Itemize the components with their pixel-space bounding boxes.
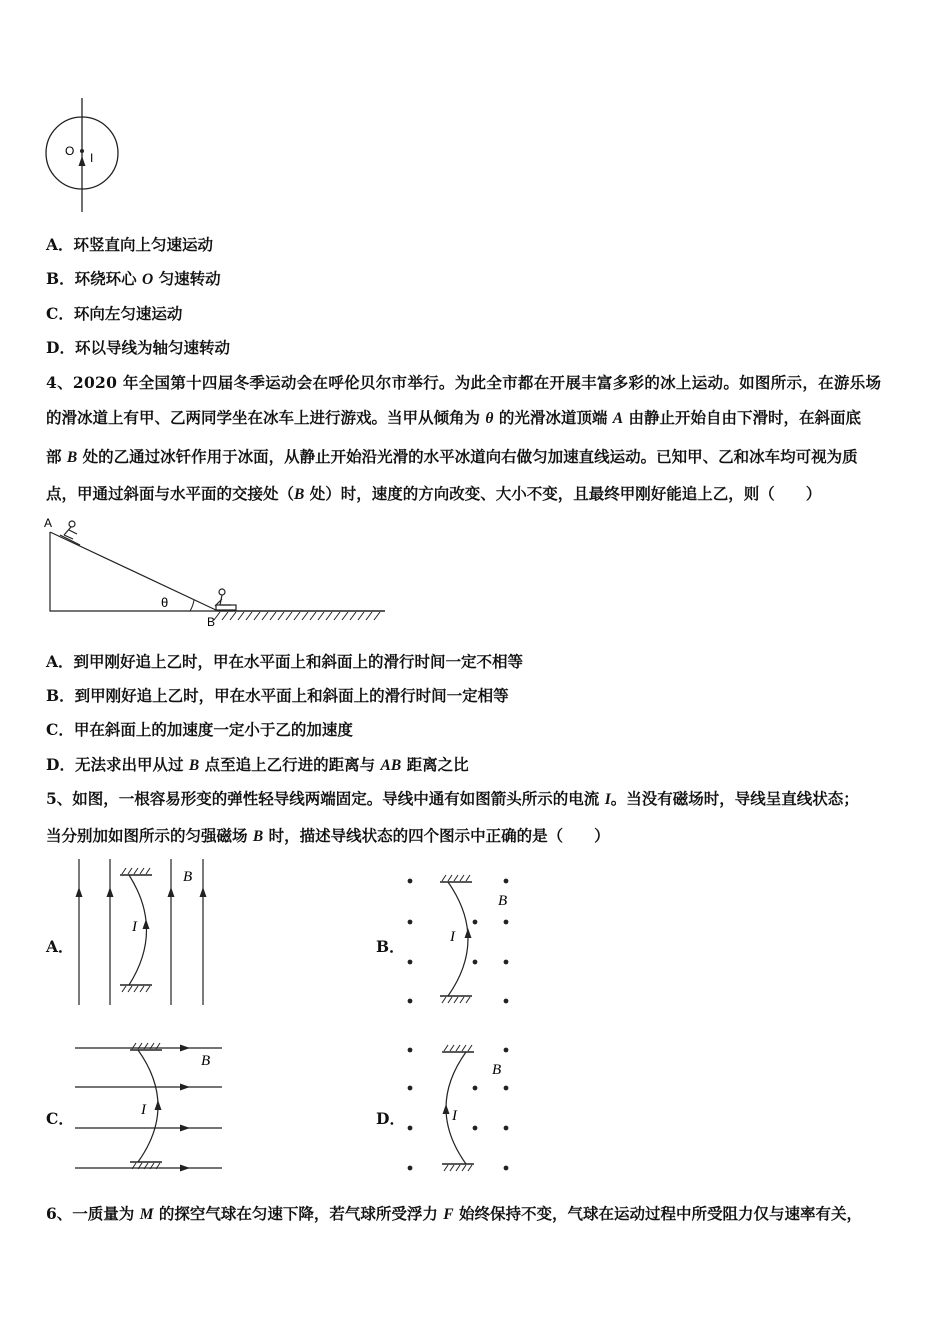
q4-stem-line3: 部 B 处的乙通过冰钎作用于冰面，从静止开始沿光滑的水平冰道向右做匀加速直线运动。已知甲、乙和冰车均可视为质 — [46, 447, 858, 466]
q3-option-c[interactable]: C．环向左匀速运动 — [46, 304, 183, 323]
theta-label: θ — [161, 595, 169, 610]
q5-figure-a[interactable] — [70, 855, 220, 1010]
center-o-label: O — [65, 144, 75, 158]
field-b-label: B — [201, 1053, 211, 1069]
q3-option-b[interactable]: B．环绕环心 O 匀速转动 — [46, 269, 221, 288]
q4-option-c[interactable]: C．甲在斜面上的加速度一定小于乙的加速度 — [46, 720, 353, 739]
q5-figure-b[interactable] — [400, 868, 530, 1008]
point-a-label: A — [44, 516, 53, 530]
q4-option-b[interactable]: B．到甲刚好追上乙时，甲在水平面上和斜面上的滑行时间一定相等 — [46, 686, 509, 705]
q4-option-a[interactable]: A．到甲刚好追上乙时，甲在水平面上和斜面上的滑行时间一定不相等 — [46, 652, 524, 671]
current-label: I — [90, 151, 94, 165]
ring-wire-figure — [40, 96, 124, 214]
q5-option-d-label[interactable]: D． — [376, 1109, 405, 1128]
current-i-label: I — [141, 1102, 146, 1118]
point-b-label: B — [207, 615, 216, 629]
field-b-label: B — [183, 869, 193, 885]
q5-option-a-label[interactable]: A． — [46, 937, 74, 956]
q3-option-d[interactable]: D．环以导线为轴匀速转动 — [46, 338, 230, 357]
current-i-label: I — [452, 1108, 457, 1124]
q5-stem-line2: 当分别加如图所示的匀强磁场 B 时，描述导线状态的四个图示中正确的是（ ） — [46, 826, 610, 845]
incline-figure — [40, 514, 390, 630]
q6-stem-line1: 6、一质量为 M 的探空气球在匀速下降，若气球所受浮力 F 始终保持不变，气球在运动过程中所受阻力仅与速率有关， — [46, 1204, 863, 1223]
field-b-label: B — [498, 893, 508, 909]
q4-stem-line2: 的滑冰道上有甲、乙两同学坐在冰车上进行游戏。当甲从倾角为 θ 的光滑冰道顶端 A 由静止开始自由下滑时，在斜面底 — [46, 408, 861, 427]
current-i-label: I — [450, 929, 455, 945]
q5-stem-line1: 5、如图，一根容易形变的弹性轻导线两端固定。导线中通有如图箭头所示的电流 I。当没有磁场时，导线呈直线状态； — [46, 789, 859, 808]
sledder-b-icon — [215, 589, 236, 610]
q4-option-d[interactable]: D．无法求出甲从过 B 点至追上乙行进的距离与 AB 距离之比 — [46, 755, 469, 774]
q5-figure-d[interactable] — [400, 1038, 530, 1178]
q5-option-b-label[interactable]: B． — [376, 937, 405, 956]
field-b-label: B — [492, 1062, 502, 1078]
q5-figure-c[interactable] — [70, 1038, 230, 1174]
q4-stem-line1: 4、2020 年全国第十四届冬季运动会在呼伦贝尔市举行。为此全市都在开展丰富多彩的冰上运动。如图所示，在游乐场 — [46, 373, 882, 392]
q4-stem-line4: 点，甲通过斜面与水平面的交接处（B 处）时，速度的方向改变、大小不变，且最终甲刚好能追上乙，则（ ） — [46, 484, 822, 503]
q5-option-c-label[interactable]: C． — [46, 1109, 74, 1128]
q3-option-a[interactable]: A．环竖直向上匀速运动 — [46, 235, 214, 254]
current-i-label: I — [132, 919, 137, 935]
